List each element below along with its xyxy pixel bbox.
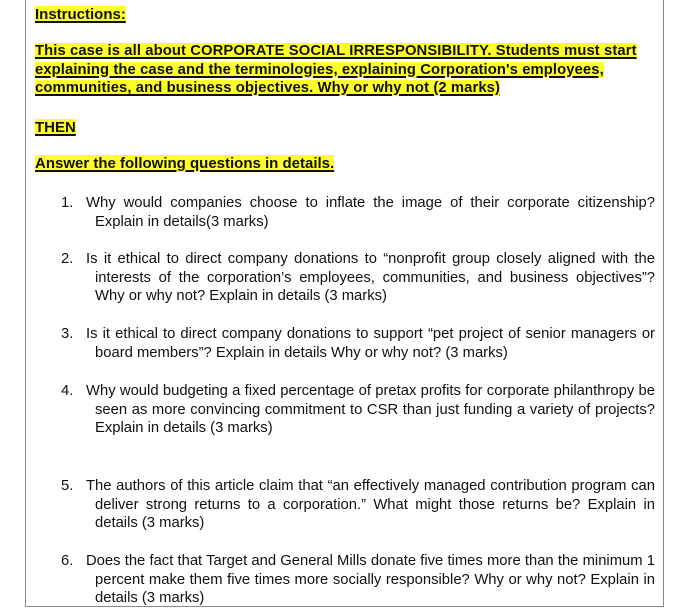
question-text: Does the fact that Target and General Mills donate five times more than the minimum 1 percent make them five times more socially responsible? Why or why not? Explain in details (3 marks) [86, 553, 655, 607]
question-number: 2. [61, 251, 74, 267]
answer-heading [35, 154, 334, 173]
question-number: 1. [61, 195, 74, 211]
question-number: 3. [61, 326, 74, 342]
question-number: 4. [61, 383, 74, 399]
document-page [25, 0, 664, 607]
question-item [61, 552, 655, 608]
then-heading [35, 118, 76, 137]
question-number: 5. [61, 478, 74, 494]
question-text: Is it ethical to direct company donations to support “pet project of senior managers or board members”? Explain in details Why or why not? (3 marks) [86, 326, 655, 361]
question-item [61, 382, 655, 438]
question-text: The authors of this article claim that “an effectively managed contribution program can deliver strong returns to a corporation.” What might those returns be? Explain in details (3 marks) [86, 478, 655, 532]
question-item [61, 250, 655, 306]
question-item [61, 325, 655, 362]
question-item [61, 194, 655, 231]
question-item [61, 477, 655, 533]
question-text: Is it ethical to direct company donations to “nonprofit group closely aligned with the interests of the corporation’s employees, communities, and business objectives”? Why or why not? Explain in details (3 marks) [86, 251, 655, 305]
then-heading-text: THEN [35, 119, 76, 136]
case-paragraph-text: This case is all about CORPORATE SOCIAL IRRESPONSIBILITY. Students must start explaining the case and the terminologies, explaining Corporation's employees, communities, and business objectives. Why or why not (2 marks) [35, 43, 637, 96]
question-text: Why would companies choose to inflate the image of their corporate citizenship? Explain in details(3 marks) [86, 195, 655, 230]
answer-heading-text: Answer the following questions in details. [35, 155, 335, 172]
instructions-heading-text: Instructions: [35, 6, 126, 23]
instructions-heading [35, 5, 126, 24]
question-number: 6. [61, 553, 74, 569]
question-text: Why would budgeting a fixed percentage of pretax profits for corporate philanthropy be seen as more convincing commitment to CSR than just funding a variety of projects? Explain in details (3 marks) [86, 383, 655, 437]
case-paragraph [35, 42, 657, 98]
